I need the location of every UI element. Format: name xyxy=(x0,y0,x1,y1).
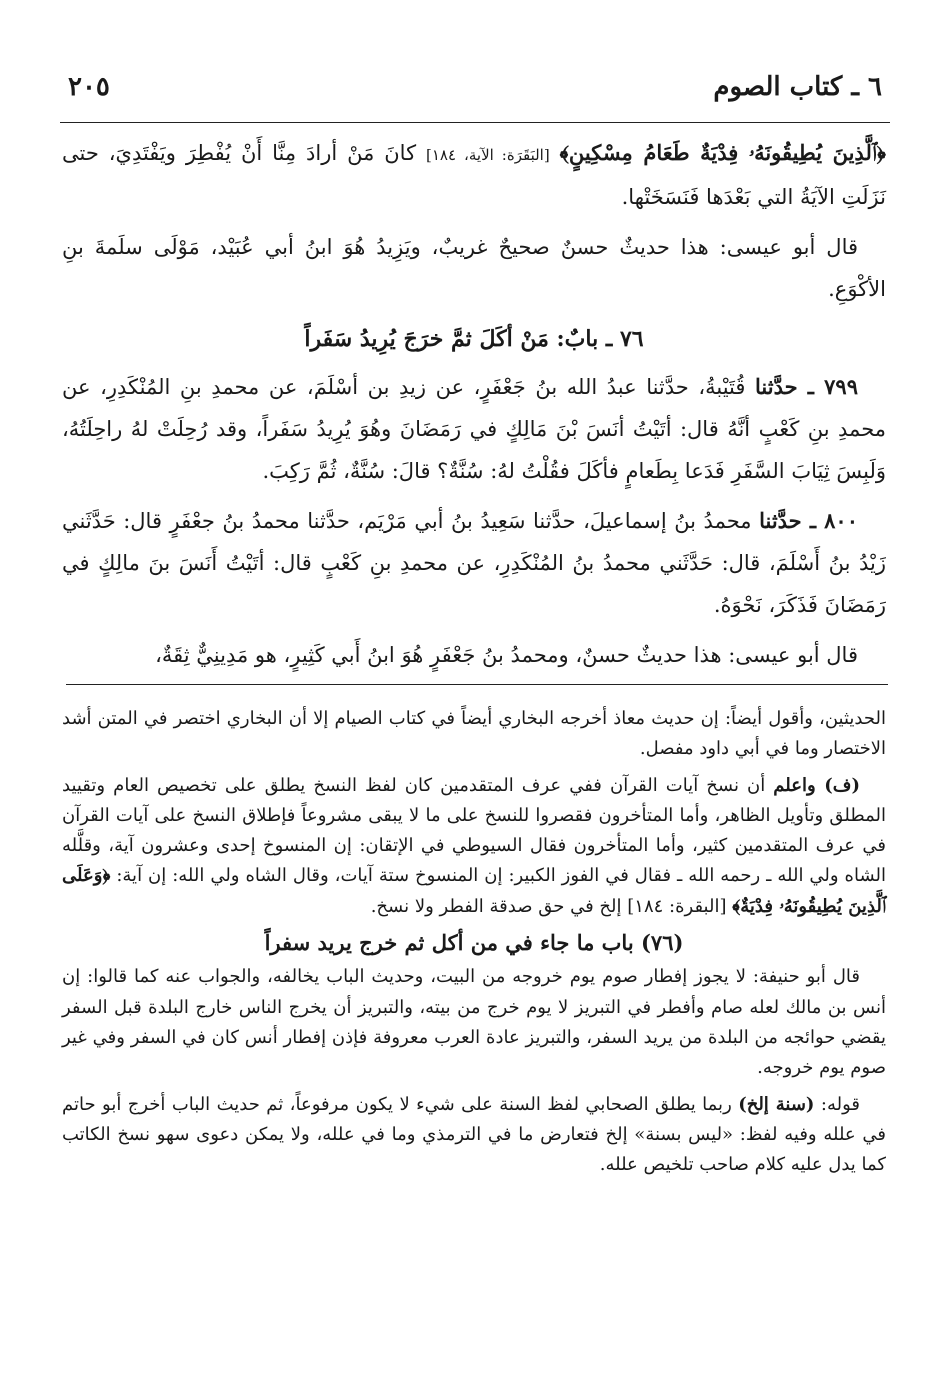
main-text xyxy=(62,132,886,684)
commentary-paragraph xyxy=(62,771,886,922)
commentary-section xyxy=(62,704,886,1186)
chapter-title: ٦ ـ كتاب الصوم xyxy=(713,72,882,102)
header-divider xyxy=(60,122,890,123)
chapter-heading-76: ٧٦ ـ بابٌ: مَنْ أكَلَ ثمَّ خرَجَ يُرِيدُ سَفَراً xyxy=(304,326,644,352)
commentary-paragraph xyxy=(62,1090,886,1181)
hadith-800 xyxy=(62,500,886,626)
paragraph-text: [البقرة: ١٨٤] إلخ في حق صدقة الفطر ولا نسخ. xyxy=(370,895,727,917)
hadith-text: محمدُ بنُ إسماعيلَ، حدَّثنا سَعِيدُ بنُ أبي مَرْيَم، حدَّثنا محمدُ بنُ جعْفَرٍ قال: حَدَّثَني زَيْدُ بنُ أَسْلَمَ، قال: حَدَّثَني محمدُ بنُ المُنْكَدِرِ، عن محمدِ بنِ كَعْبٍ قال: أتَيْتُ أَنَسَ بنَ مالِكٍ في رَمَضَانَ فَذَكَرَ، نَحْوَهُ. xyxy=(62,509,886,617)
hadith-text: قُتَيْبةُ، حدَّثنا عبدُ الله بنُ جَعْفَرٍ، عن زيدِ بن أسْلَمَ، عن محمدِ بنِ المُنْكَدِرِ، عن محمدِ بنِ كَعْبٍ أنَّهُ قال: أتَيْتُ أنَسَ بْنَ مَالِكٍ في رَمَضَانَ وهُوَ يُرِيدُ سَفَراً، وقد رُحِلَتْ لهُ راحِلَتُهُ، وَلَبِسَ ثِيَابَ السَّفَرِ فَدَعا بِطَعامٍ فأكَلَ فقُلْتُ لهُ: سُنَّةٌ؟ قالَ: سُنَّةٌ، ثُمَّ رَكِبَ. xyxy=(62,375,886,483)
paragraph-text: ربما يطلق الصحابي لفظ السنة على شيء لا يكون مرفوعاً، ثم حديث الباب أخرج أبو حاتم في علله وفيه لفظ: «ليس بسنة» إلخ فتعارض ما في الترمذي وما في علله، ولا يمكن دعوى سهو نسخ الكاتب كما يدل عليه كلام صاحب تلخيص علله. xyxy=(62,1093,886,1176)
verse-reference: [البَقَرَة: الآية، ١٨٤] xyxy=(425,146,550,164)
verse-paragraph xyxy=(62,132,886,218)
commentary-paragraph: قال أبو حنيفة: لا يجوز إفطار صوم يوم خروجه من البيت، وحديث الباب يخالفه، والجواب عنه كما قالوا: إن أنس بن مالك لعله صام وأفطر في التبريز لا يوم خرج من بيته، والتبريز أن يخرج الناس خارج البلدة قبل السفر يقضي حوائجه من البلدة من يريد السفر، والتبريز عادة العرب معروفة فإذن إفطار أنس كان في السفر وفي غير صوم يوم خروجه. xyxy=(62,966,886,1079)
commentary-paragraph: الحديثين، وأقول أيضاً: إن حديث معاذ أخرجه البخاري أيضاً في كتاب الصيام إلا أن البخاري اختصر في المتن أشد الاختصار وما في أبي داود مفصل. xyxy=(62,708,886,760)
paragraph-lead: (ف) واعلم xyxy=(773,774,860,796)
tirmidhi-comment: قال أبو عيسى: هذا حديثٌ حسنٌ صحيحٌ غريبٌ، ويَزِيدُ هُوَ ابنُ أبي عُبَيْد، مَوْلَى سلَمةَ بنِ الأكْوَعِ. xyxy=(62,235,886,301)
paragraph-text: كانَ مَنْ أرادَ مِنَّا أَنْ يُفْطِرَ ويَفْتَدِيَ، حتى نَزَلَتِ الآيَةُ التي بَعْدَها فَنَسَخَتْها. xyxy=(62,141,886,209)
commentary-divider xyxy=(66,684,888,685)
hadith-number: ٨٠٠ ـ حدَّثنا xyxy=(759,508,858,533)
quran-verse: ﴿ٱلَّذِينَ يُطِيقُونَهُۥ فِدْيَةٌ طَعَامُ مِسْكِينٍ﴾ xyxy=(559,140,886,165)
running-header xyxy=(60,64,890,108)
paragraph-lead: (سنة إلخ) xyxy=(738,1093,815,1115)
page-number: ٢٠٥ xyxy=(68,72,110,102)
paragraph-text: قوله: xyxy=(820,1093,860,1115)
tirmidhi-comment: قال أبو عيسى: هذا حديثٌ حسنٌ، ومحمدُ بنُ جَعْفَرٍ هُوَ ابنُ أَبي كَثِيرٍ، هو مَدِينِيٌّ ثِقَةٌ، xyxy=(155,643,858,667)
commentary-heading-76: (٧٦) باب ما جاء في من أكل ثم خرج يريد سفراً xyxy=(264,930,684,956)
paragraph-text: أن نسخ آيات القرآن ففي عرف المتقدمين كان لفظ النسخ يطلق على تخصيص العام وتقييد المطلق وتأويل الظاهر، وأما المتأخرون فقصروا للنسخ على ما لا يبقى مشروعاً فإطلاق النسخ على آيات القرآن في عرف المتقدمين كثير، وأما المتأخرون فقال السيوطي في الإتقان: إن المنسوخ إحدى وعشرون آية، وقلَّله الشاه ولي الله ـ رحمه الله ـ فقال في الفوز الكبير: إن المنسوخ ستة آيات، وقال الشاه ولي الله: إن آية: xyxy=(62,774,886,887)
hadith-number: ٧٩٩ ـ حدَّثنا xyxy=(755,374,858,399)
hadith-799 xyxy=(62,366,886,492)
quran-verse: ﴿وَعَلَى ٱلَّذِينَ يُطِيقُونَهُۥ فِدْيَةٌ﴾ xyxy=(62,865,886,917)
